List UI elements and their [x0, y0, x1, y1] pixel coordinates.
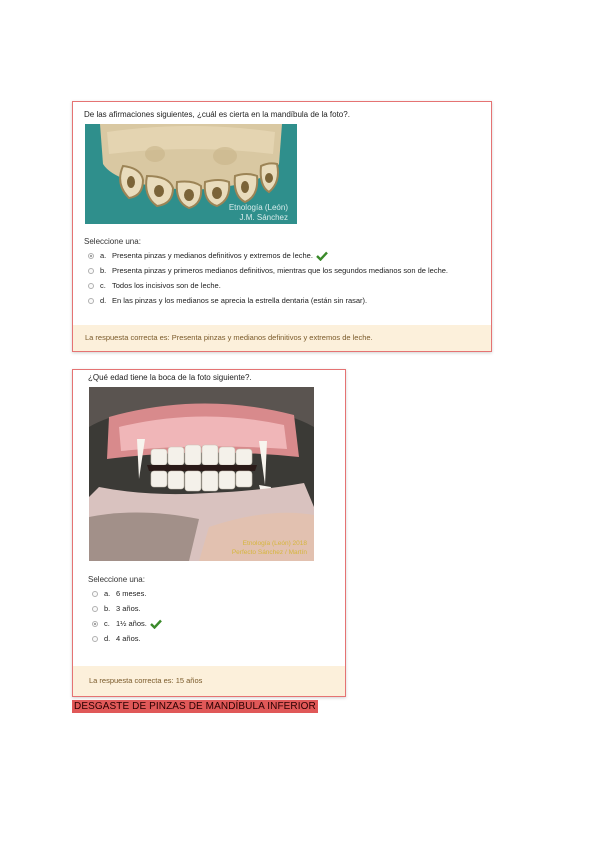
option-a[interactable]: a. Presenta pinzas y medianos definitivos y extremos de leche. — [88, 248, 448, 263]
option-c[interactable]: c. Todos los incisivos son de leche. — [88, 278, 448, 293]
svg-text:Etnología (León): Etnología (León) — [228, 203, 288, 212]
svg-text:Etnología (León) 2018: Etnología (León) 2018 — [242, 540, 307, 547]
option-a[interactable]: a. 6 meses. — [92, 586, 162, 601]
option-text: Presenta pinzas y primeros medianos definitivos, mientras que los segundos medianos son de leche. — [112, 266, 449, 275]
options-list — [92, 586, 162, 646]
check-icon — [150, 619, 162, 629]
option-d[interactable]: d. En las pinzas y los medianos se aprecia la estrella dentaria (están sin rasar). — [88, 293, 448, 308]
option-text: 6 meses. — [116, 589, 147, 598]
question-text: De las afirmaciones siguientes, ¿cuál es cierta en la mandíbula de la foto?. — [84, 110, 350, 119]
question-card-1 — [72, 101, 492, 352]
radio-button[interactable] — [88, 298, 94, 304]
question-card-2 — [72, 369, 346, 697]
question-text: ¿Qué edad tiene la boca de la foto siguiente?. — [88, 373, 252, 382]
option-text: En las pinzas y los medianos se aprecia la estrella dentaria (están sin rasar). — [112, 296, 368, 305]
option-d[interactable]: d. 4 años. — [92, 631, 162, 646]
option-text: Todos los incisivos son de leche. — [112, 281, 221, 290]
feedback-box — [73, 666, 345, 696]
radio-button[interactable] — [88, 253, 94, 259]
radio-button[interactable] — [92, 636, 98, 642]
question-image — [85, 124, 297, 224]
radio-button[interactable] — [88, 268, 94, 274]
feedback-text: La respuesta correcta es: 15 años — [89, 676, 203, 685]
radio-button[interactable] — [92, 606, 98, 612]
options-list — [88, 248, 448, 308]
radio-button[interactable] — [88, 283, 94, 289]
option-text: 4 años. — [116, 634, 141, 643]
feedback-text: La respuesta correcta es: Presenta pinzas y medianos definitivos y extremos de leche. — [85, 333, 373, 342]
option-b[interactable]: b. Presenta pinzas y primeros medianos definitivos, mientras que los segundos medianos son de leche. — [88, 263, 448, 278]
svg-text:J.M. Sánchez: J.M. Sánchez — [239, 213, 288, 222]
radio-button[interactable] — [92, 621, 98, 627]
select-label: Seleccione una: — [84, 237, 141, 246]
option-text: 3 años. — [116, 604, 141, 613]
select-label: Seleccione una: — [88, 575, 145, 584]
option-text: Presenta pinzas y medianos definitivos y extremos de leche. — [112, 251, 313, 260]
radio-button[interactable] — [92, 591, 98, 597]
option-text: 1½ años. — [116, 619, 147, 628]
check-icon — [316, 251, 328, 261]
option-c[interactable]: c. 1½ años. — [92, 616, 162, 631]
feedback-box — [73, 325, 491, 351]
svg-text:Perfecto Sánchez / Martín: Perfecto Sánchez / Martín — [231, 549, 307, 556]
caption: DESGASTE DE PINZAS DE MANDÍBULA INFERIOR — [74, 701, 316, 712]
question-image — [89, 387, 314, 561]
option-b[interactable]: b. 3 años. — [92, 601, 162, 616]
